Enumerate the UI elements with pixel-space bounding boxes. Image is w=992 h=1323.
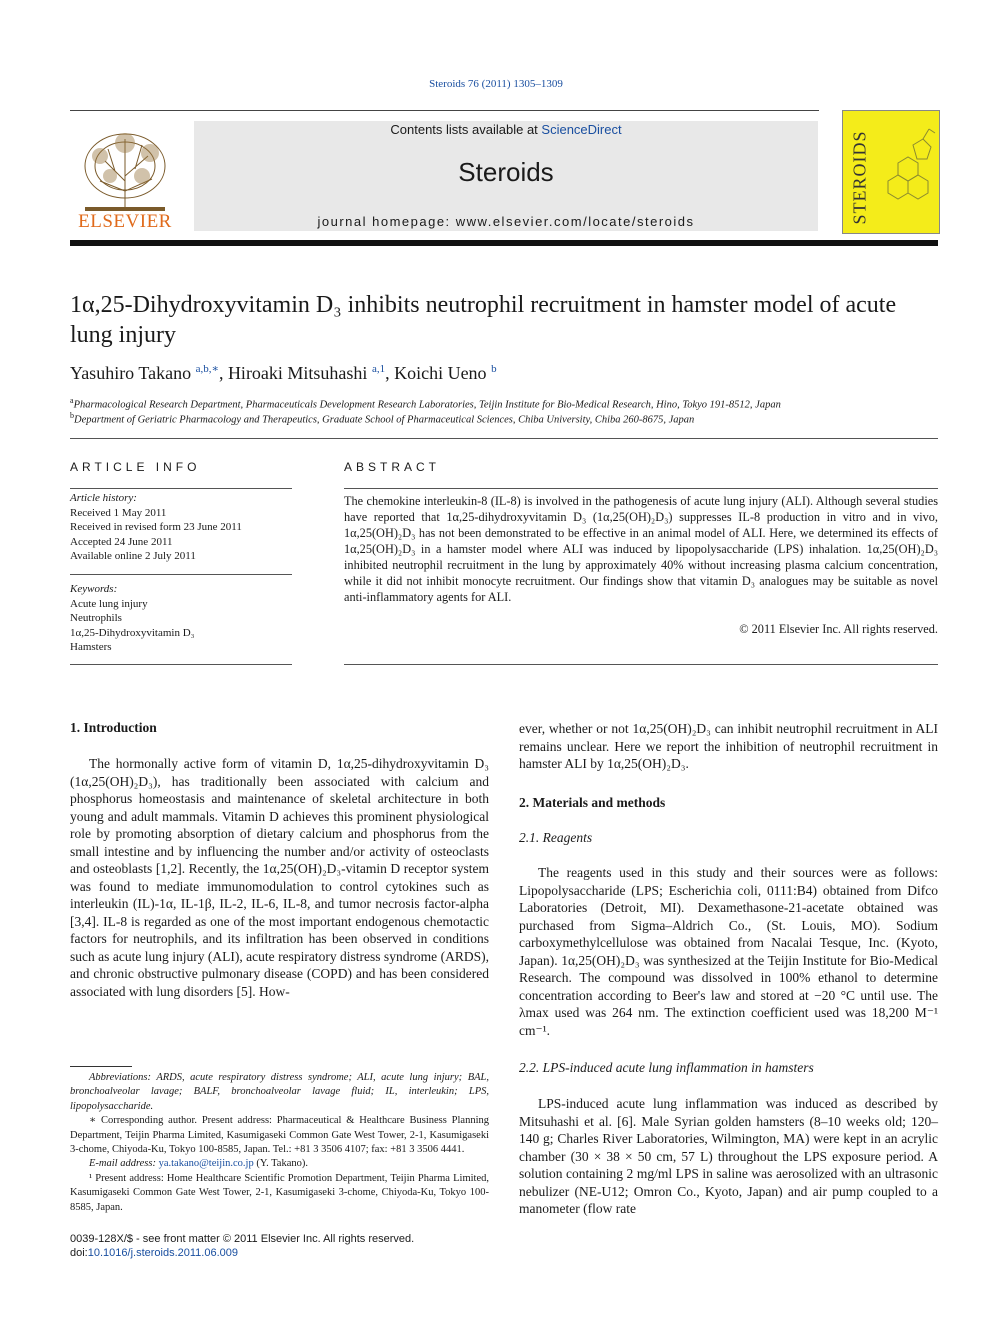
footnotes [70, 1071, 489, 1215]
paragraph-text: The hormonally active form of vitamin D, 1α,25-dihydroxyvitamin D₃ (1α,25(OH)₂D₃), has traditionally been associated with calcium and phosphorus homeostasis and maintenance of skeletal architecture in both young and adult mammals. Vitamin D achieves this prominent physiological role by promoting absorption of dietary calcium and phosphorus from the small intestine and by influencing the number and/or activity of osteoclasts and osteoblasts [1,2]. Recently, the 1α,25(OH)₂D₃-vitamin D receptor system was found to mediate immunomodulation to control cytokines such as interleukin (IL)-1α, IL-1β, IL-2, IL-6, IL-8, and tumor necrosis factor-alpha [3,4]. IL-8 is regarded as one of the most important endogenous chemotactic factors for neutrophils, and its infiltration has been observed in conditions such as acute lung injury (ALI), acute respiratory distress syndrome (ARDS), and chronic obstructive pulmonary disease (COPD) and has been considered associated with lung disorders [5]. How- [70, 756, 489, 999]
author-name[interactable]: Hiroaki Mitsuhashi [227, 363, 368, 383]
contents-availability [194, 122, 818, 137]
front-matter-footer [70, 1232, 489, 1261]
affiliation-marker: b [70, 411, 74, 420]
footnote-email [70, 1157, 489, 1171]
footnote-abbreviations: Abbreviations: ARDS, acute respiratory distress syndrome; ALI, acute lung injury; BAL, bronchoalveolar lavage; BALF, bronchoalveolar lavage fluid; IL, interleukin; LPS, lipopolysaccharide. [70, 1072, 489, 1112]
subsection-heading-reagents: 2.1. Reagents [519, 830, 593, 845]
footnote-present-address: ¹ Present address: Home Healthcare Scientific Promotion Department, Teijin Pharma Limited, Kasumigaseki Common Gate West Tower, 2-1, Kasumigaseki 3-chome, Chiyoda-Ku, Tokyo 100-8585, Japan. [70, 1172, 489, 1213]
sciencedirect-link[interactable]: ScienceDirect [541, 122, 622, 137]
history-label: Article history: [70, 492, 137, 504]
article-title: 1α,25-Dihydroxyvitamin D₃ inhibits neutrophil recruitment in hamster model of acute lung injury [70, 292, 897, 348]
introduction-continued [519, 720, 938, 773]
journal-title: Steroids [458, 157, 554, 187]
abstract-copyright: © 2011 Elsevier Inc. All rights reserved. [739, 622, 938, 636]
history-item: Available online 2 July 2011 [70, 550, 196, 563]
email-label: E-mail address: [89, 1158, 159, 1170]
affiliation [70, 396, 930, 411]
divider [70, 438, 938, 439]
keyword: Neutrophils [70, 612, 122, 625]
subsection-heading-lps: 2.2. LPS-induced acute lung inflammation in hamsters [519, 1060, 814, 1075]
article-history [70, 491, 292, 564]
publisher-name: ELSEVIER [78, 211, 172, 232]
author-affil-marker[interactable]: a,1 [371, 363, 386, 375]
author-list: Yasuhiro Takano $^{a,b,∗}$, Hiroaki Mitsuhashi $^{a,1}$, Koichi Ueno $^b$ [70, 363, 497, 383]
affiliation [70, 411, 930, 426]
paragraph-text: LPS-induced acute lung inflammation was induced as described by Mitsuhashi et al. [6]. Male Syrian golden hamsters (8–10 weeks old; 120–140 g; Charles River Laboratories, Wilmington, MA) were kept in an acrylic chamber (30 × 38 × 50 cm, 57 L) throughout the LPS exposure period. A solution containing 2 mg/ml LPS in saline was aerosolized with an ultrasonic nebulizer (NE-U12; Omron Co., Kyoto, Japan) and air pump coupled to a manometer (flow rate [519, 1096, 938, 1216]
divider [70, 574, 292, 575]
keywords-label: Keywords: [70, 583, 118, 595]
footnote-corresponding: ∗ Corresponding author. Present address: Pharmaceutical & Healthcare Business Planning Department, Teijin Pharma Limited, Kasumigaseki Common Gate West Tower, 2-1, Kasumigaseki 3-chome, Chiyoda-Ku, Tokyo 100-8585, Japan. Tel.: +81 3 3506 4107; fax: +81 3 3506 4441. [70, 1115, 489, 1156]
journal-citation[interactable]: Steroids 76 (2011) 1305–1309 [429, 78, 563, 90]
footnote-rule [70, 1066, 132, 1067]
article-info-heading: ARTICLE INFO [70, 460, 201, 474]
elsevier-logo [70, 121, 180, 231]
keyword: Hamsters [70, 641, 112, 654]
paragraph-text: ever, whether or not 1α,25(OH)₂D₃ can inhibit neutrophil recruitment in ALI remains unclear. Here we report the inhibition of neutrophil recruitment in hamster ALI by 1α,25(OH)₂D₃. [519, 721, 938, 771]
author-name[interactable]: Yasuhiro Takano [70, 363, 192, 383]
doi-line [70, 1246, 489, 1260]
reagents-paragraph [519, 864, 938, 1039]
email-suffix: (Y. Takano). [253, 1158, 309, 1170]
paragraph-text: The reagents used in this study and their sources were as follows: Lipopolysaccharide (LPS; Escherichia coli, 0111:B4) obtained from Difco Laboratories (Detroit, MI). Dexamethasone-21-acetate obtained was purchased from Sigma–Aldrich Co., (St. Louis, MO). Sodium carboxymethylcellulose was obtained from Nacalai Tesque, Inc. (Kyoto, Japan). 1α,25(OH)₂D₃ was synthesized at the Teijin Institute for Bio-Medical Research. The compound was dissolved in 100% ethanol to determine concentration according to Beer's law and stored at −20 °C until use. The λmax used was 264 nm. The extinction coefficient used was 18,200 M⁻¹ cm⁻¹. [519, 865, 938, 1038]
journal-cover [842, 110, 940, 234]
keyword: 1α,25-Dihydroxyvitamin D₃ [70, 626, 195, 639]
abstract-heading: ABSTRACT [344, 460, 441, 474]
keywords [70, 582, 292, 655]
doi-link[interactable]: 10.1016/j.steroids.2011.06.009 [87, 1247, 238, 1260]
affiliation-text: Pharmacological Research Department, Pharmaceuticals Development Research Laboratories, Teijin Institute for Bio-Medical Research, Hino, Tokyo 191-8512, Japan [73, 399, 781, 411]
keyword: Acute lung injury [70, 597, 148, 610]
author-name[interactable]: Koichi Ueno [394, 363, 487, 383]
divider [344, 664, 938, 665]
affiliation-text: Department of Geriatric Pharmacology and Therapeutics, Graduate School of Pharmaceutical Sciences, Chiba University, Chiba 260-8675, Japan [74, 414, 695, 426]
lps-paragraph [519, 1095, 938, 1218]
history-item: Received 1 May 2011 [70, 506, 167, 519]
abstract-text: The chemokine interleukin-8 (IL-8) is involved in the pathogenesis of acute lung injury (ALI). Although several studies have reported that 1α,25-dihydroxyvitamin D₃ (1α,25(OH)₂D₃) suppresses IL-8 production in vitro and in vivo, 1α,25(OH)₂D₃ has not been demonstrated to be effective in an animal model of ALI. Here, we determined its effects of 1α,25(OH)₂D₃ in a hamster model where ALI was induced by lipopolysaccharide (LPS) inhalation. 1α,25(OH)₂D₃ inhibited neutrophil recruitment in the lung by approximately 40% without increasing plasma calcium concentration, while it did not inhibit monocyte recruitment. Our findings show that vitamin D₃ analogues may be suitable as novel anti-inflammatory agents for ALI. [344, 494, 938, 604]
issn-line: 0039-128X/$ - see front matter © 2011 Elsevier Inc. All rights reserved. [70, 1233, 415, 1245]
divider [70, 664, 292, 665]
contents-prefix: Contents lists available at [390, 122, 542, 137]
divider [70, 488, 292, 489]
affiliation-marker: a [70, 396, 74, 405]
doi-label: doi: [70, 1247, 88, 1260]
section-heading-methods: 2. Materials and methods [519, 795, 666, 810]
header-rule [70, 110, 819, 111]
introduction-paragraph [70, 755, 489, 1000]
history-item: Accepted 24 June 2011 [70, 535, 173, 548]
journal-homepage[interactable]: journal homepage: www.elsevier.com/locate/steroids [317, 214, 695, 229]
email-link[interactable]: ya.takano@teijin.co.jp [158, 1158, 254, 1170]
history-item: Received in revised form 23 June 2011 [70, 521, 242, 534]
header-thick-rule [70, 240, 938, 246]
section-heading-introduction: 1. Introduction [70, 720, 157, 735]
author-affil-marker[interactable]: b [491, 363, 497, 375]
author-affil-marker[interactable]: a,b,∗ [195, 363, 219, 375]
divider [344, 488, 938, 489]
cover-title: STEROIDS [849, 130, 870, 225]
